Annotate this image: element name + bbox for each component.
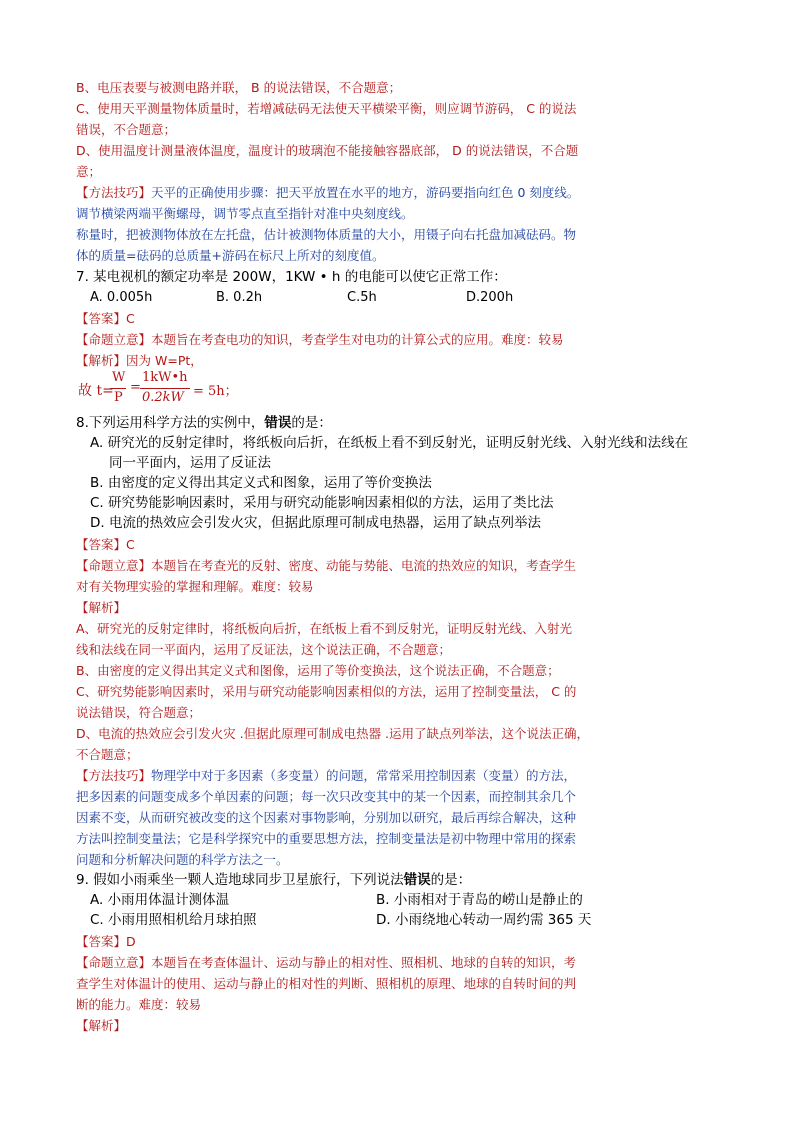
q8-method-tip — [76, 767, 576, 785]
intent-text: 本题旨在考查光的反射、密度、动能与势能、电流的热效应的知识，考查学生 — [151, 558, 577, 573]
explanation-line: B、由密度的定义得出其定义式和图像，运用了等价变换法，这个说法正确，不合题意； — [76, 663, 560, 678]
method-tip-line: 方法叫控制变量法；它是科学探究中的重要思想方法，控制变量法是初中物理中常用的探索 — [76, 831, 577, 846]
explanation-line: C、使用天平测量物体质量时，若增减砝码无法使天平横梁平衡，则应调节游码， C 的说法 — [76, 101, 577, 116]
q9-intent-cont: 查学生对体温计的使用、运动与静止的相对性的判断、照相机的原理、地球的自转时间的判 — [76, 976, 577, 991]
q9-option-a: A. 小雨用体温计测体温 — [90, 892, 230, 908]
method-tip-tag: 【方法技巧】 — [76, 768, 152, 783]
q9-option-b: B. 小雨相对于青岛的崂山是静止的 — [376, 892, 583, 908]
explanation-line: A、研究光的反射定律时，将纸板向后折，在纸板上看不到反射光，证明反射光线、入射光 — [76, 621, 573, 636]
method-tip-line: 问题和分析解决问题的科学方法之一。 — [76, 852, 289, 867]
q8-answer — [76, 536, 135, 554]
equals-sign: = — [130, 380, 141, 395]
question-7-stem: 7. 某电视机的额定功率是 200W，1KW • h 的电能可以使它正常工作： — [76, 269, 507, 285]
answer-tag: 【答案】 — [76, 934, 127, 949]
stem-text-end: 的是： — [430, 872, 472, 888]
intent-text: 本题旨在考查电功的知识，考查学生对电功的计算公式的应用。难度：较易 — [151, 332, 564, 347]
question-9-stem — [76, 871, 471, 889]
stem-text-end: 的是： — [291, 415, 332, 431]
explanation-tag: 【解析】 — [76, 353, 127, 368]
method-tip-line: 调节横梁两端平衡螺母，调节零点直至指针对准中央刻度线。 — [76, 206, 414, 221]
method-tip-line — [76, 184, 579, 202]
q9-answer — [76, 933, 136, 951]
q8-option-a: A. 研究光的反射定律时，将纸板向后折，在纸板上看不到反射光，证明反射光线、入射光线和法线在 — [90, 435, 689, 451]
explanation-line: 说法错误，符合题意； — [76, 705, 202, 720]
q7-formula — [76, 369, 276, 409]
intent-tag: 【命题立意】 — [76, 955, 152, 970]
q7-explanation — [76, 352, 203, 370]
answer-value: D — [126, 934, 136, 949]
formula-denominator-2: 0.2kW — [142, 390, 184, 405]
intent-text: 本题旨在考查体温计、运动与静止的相对性、照相机、地球的自转的知识，考 — [151, 955, 577, 970]
q9-explanation-tag: 【解析】 — [76, 1018, 127, 1033]
method-tip-line: 因素不变，从而研究被改变的这个因素对事物影响，分别加以研究，最后再综合解决，这种 — [76, 810, 577, 825]
explanation-text: 因为 W=Pt， — [126, 353, 203, 368]
explanation-line: D、电流的热效应会引发火灾 .但据此原理可制成电热器 .运用了缺点列举法，这个说法正确， — [76, 726, 590, 741]
q8-option-a-cont: 同一平面内，运用了反证法 — [109, 455, 271, 471]
explanation-line: D、使用温度计测量液体温度，温度计的玻璃泡不能接触容器底部， D 的说法错误，不合题 — [76, 143, 579, 158]
question-8-stem — [76, 414, 332, 432]
q7-option-c: C.5h — [347, 290, 377, 305]
intent-tag: 【命题立意】 — [76, 558, 152, 573]
q7-option-b: B. 0.2h — [216, 290, 263, 305]
q8-option-b: B. 由密度的定义得出其定义式和图象，运用了等价变换法 — [90, 475, 432, 491]
fraction-bar-2 — [140, 388, 190, 389]
answer-value: C — [126, 311, 135, 326]
method-tip-tag: 【方法技巧】 — [76, 185, 152, 200]
q9-option-c: C. 小雨用照相机给月球拍照 — [90, 912, 257, 928]
q8-option-d: D. 电流的热效应会引发火灾，但据此原理可制成电热器，运用了缺点列举法 — [90, 515, 541, 531]
formula-numerator-2: 1kW•h — [142, 370, 188, 385]
q7-intent — [76, 331, 564, 349]
q8-option-c: C. 研究势能影响因素时，采用与研究动能影响因素相似的方法，运用了类比法 — [90, 495, 554, 511]
method-tip-line: 体的质量=砝码的总质量+游码在标尺上所对的刻度值。 — [76, 248, 385, 263]
explanation-line: C、研究势能影响因素时，采用与研究动能影响因素相似的方法，运用了控制变量法， C 的 — [76, 684, 577, 699]
q9-intent — [76, 954, 576, 972]
q8-intent-cont: 对有关物理实验的掌握和理解。难度：较易 — [76, 579, 314, 594]
formula-denominator-1: P — [114, 390, 123, 405]
stem-emphasis: 错误 — [403, 872, 431, 888]
q8-intent — [76, 557, 576, 575]
intent-tag: 【命题立意】 — [76, 332, 152, 347]
method-tip-text: 天平的正确使用步骤：把天平放置在水平的地方，游码要指向红色 0 刻度线。 — [151, 185, 580, 200]
answer-value: C — [126, 537, 135, 552]
stem-text: 9. 假如小雨乘坐一颗人造地球同步卫星旅行，下列说法 — [76, 872, 404, 888]
stem-text: 8.下列运用科学方法的实例中， — [76, 415, 265, 431]
answer-tag: 【答案】 — [76, 537, 127, 552]
method-tip-line: 把多因素的问题变成多个单因素的问题；每一次只改变其中的某一个因素，而控制其余几个 — [76, 789, 577, 804]
stem-emphasis: 错误 — [264, 415, 292, 431]
q8-explanation-tag: 【解析】 — [76, 600, 127, 615]
formula-numerator-1: W — [112, 370, 126, 385]
fraction-bar-1 — [110, 388, 126, 389]
answer-tag: 【答案】 — [76, 311, 127, 326]
q7-answer — [76, 310, 135, 328]
explanation-line: B、电压表要与被测电路并联， B 的说法错误，不合题意； — [76, 80, 402, 95]
explanation-line: 错误，不合题意； — [76, 122, 177, 137]
q9-intent-cont: 断的能力。难度：较易 — [76, 997, 202, 1012]
explanation-line: 不合题意； — [76, 747, 139, 762]
formula-result: = 5h； — [193, 384, 238, 399]
method-tip-text: 物理学中对于多因素（多变量）的问题，常常采用控制因素（变量）的方法， — [151, 768, 577, 783]
q7-option-d: D.200h — [466, 290, 514, 305]
formula-prefix: 故 t= — [78, 383, 114, 399]
q7-option-a: A. 0.005h — [90, 290, 153, 305]
method-tip-line: 称量时，把被测物体放在左托盘，估计被测物体质量的大小，用镊子向右托盘加减砝码。物 — [76, 227, 577, 242]
q9-option-d: D. 小雨绕地心转动一周约需 365 天 — [376, 912, 592, 928]
explanation-line: 线和法线在同一平面内，运用了反证法，这个说法正确，不合题意； — [76, 642, 452, 657]
explanation-line: 意； — [76, 164, 102, 179]
